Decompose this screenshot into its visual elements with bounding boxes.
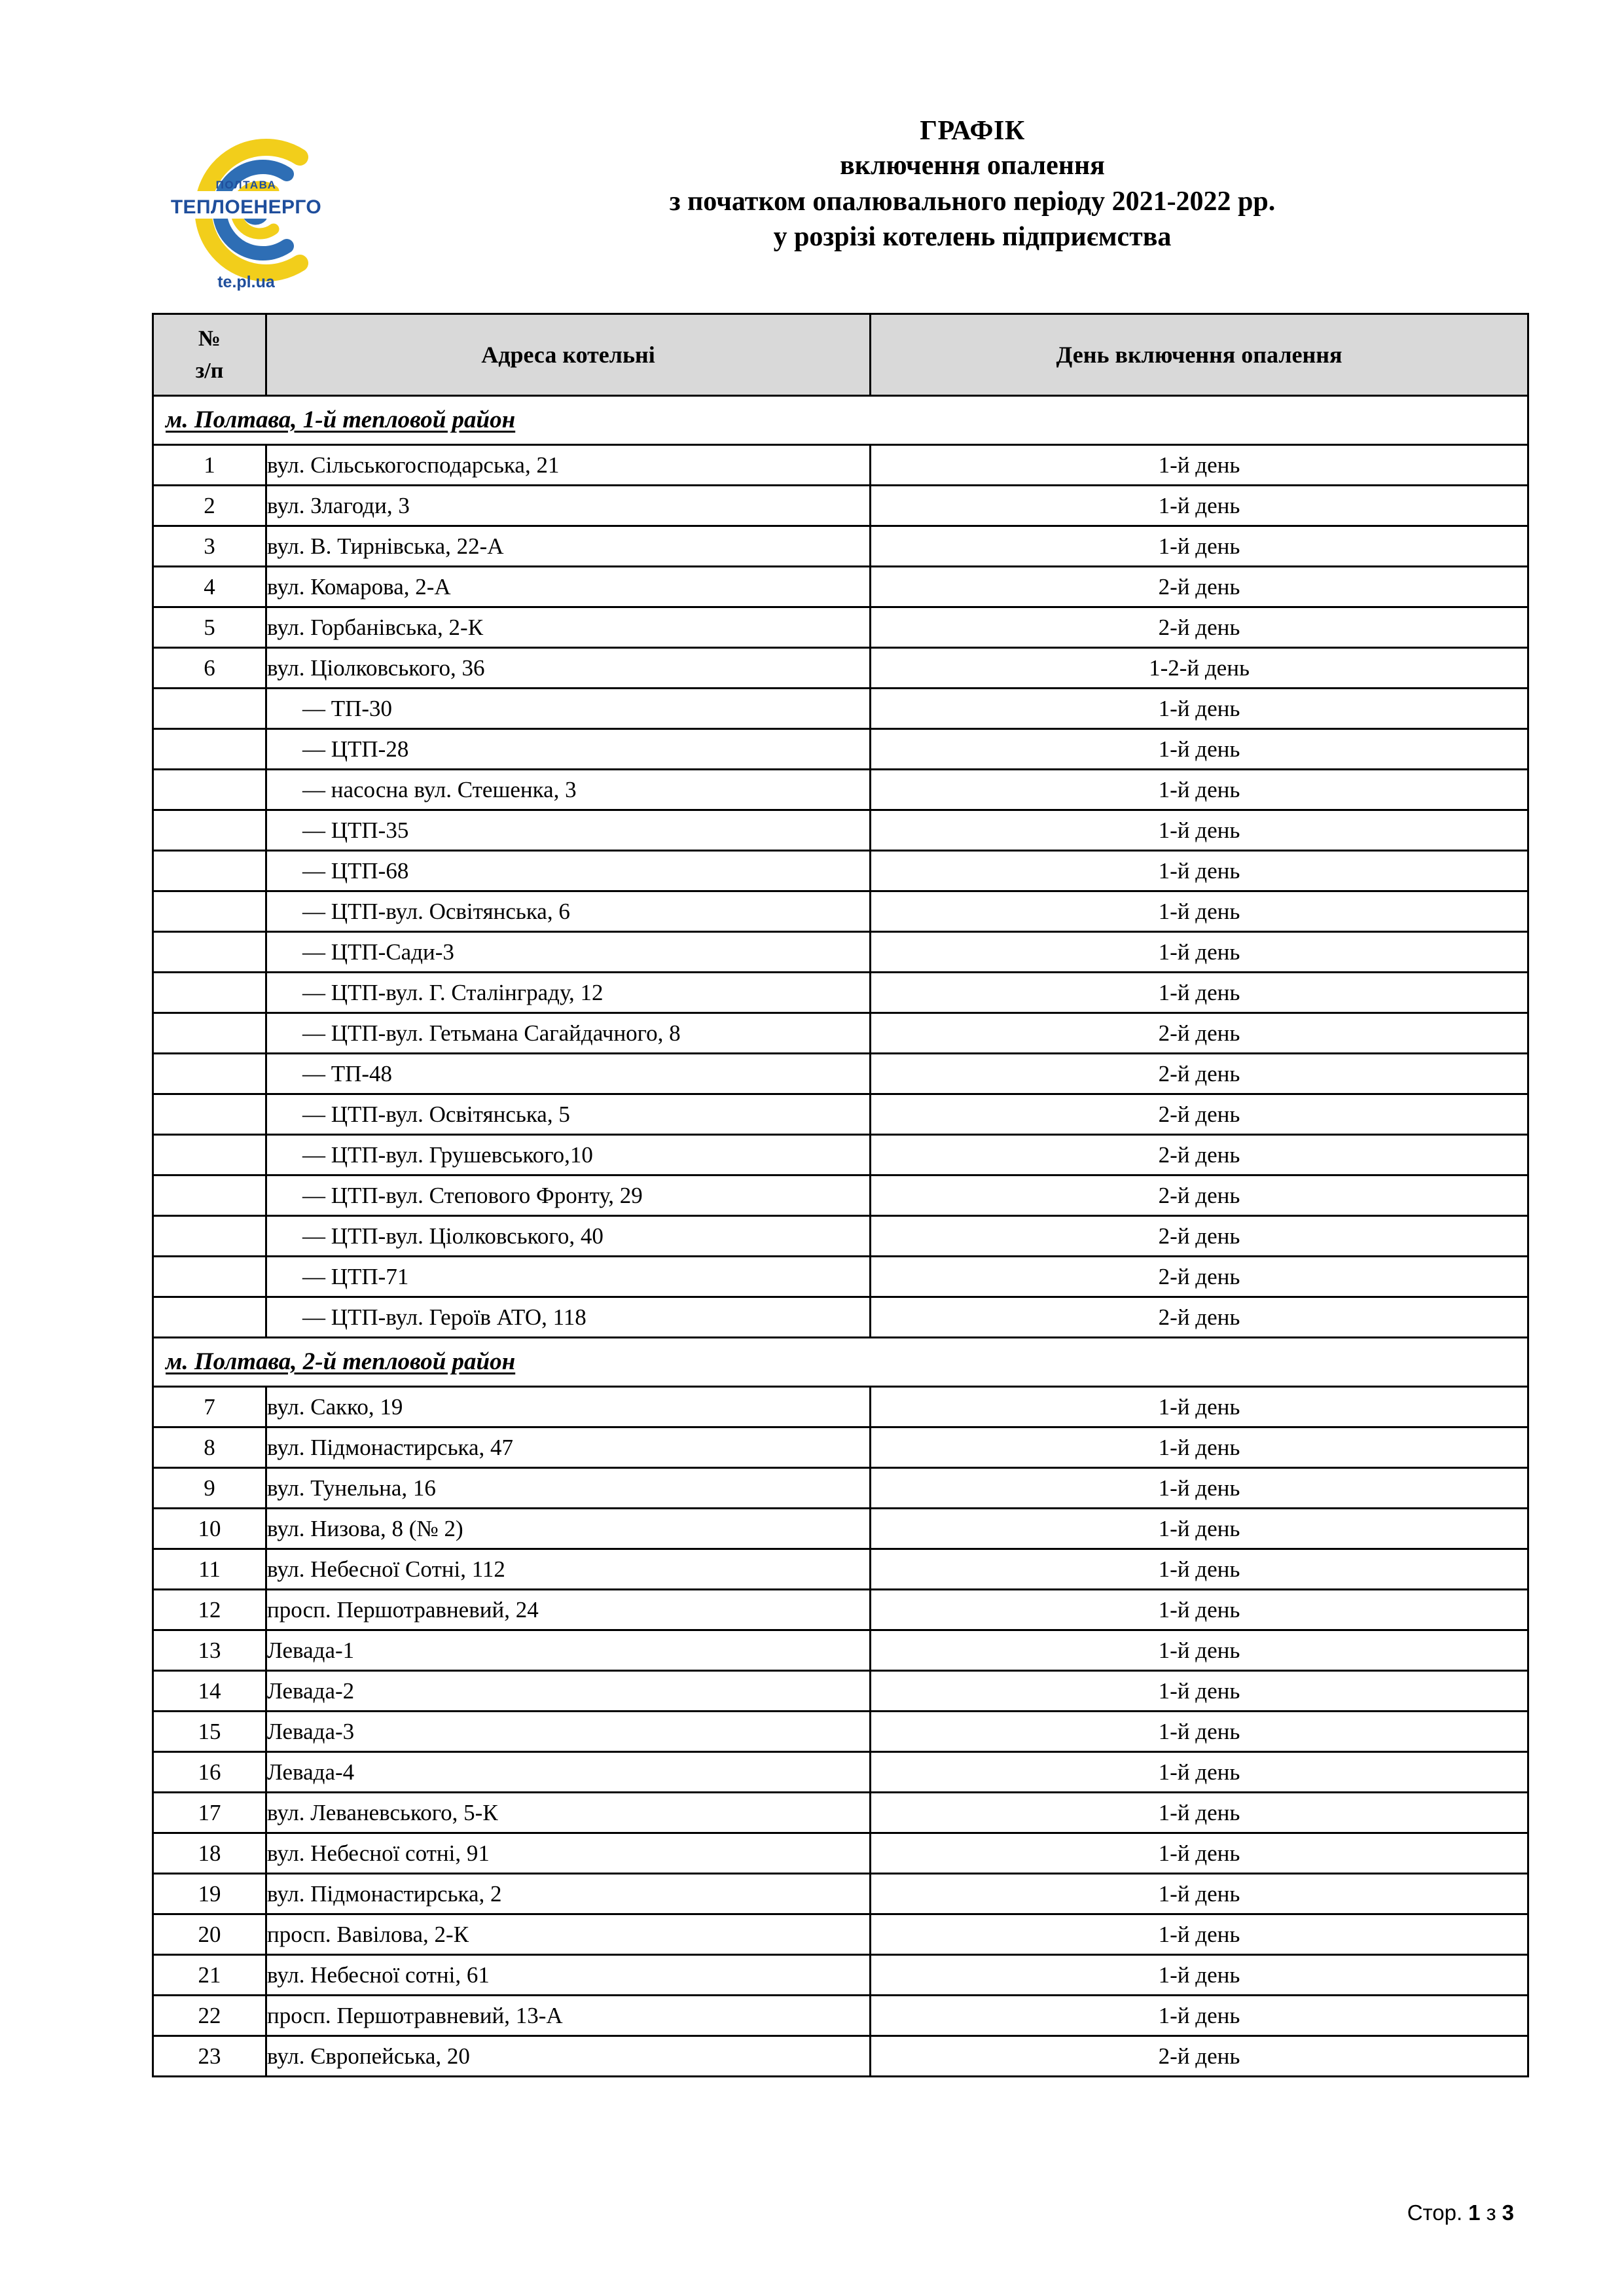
- row-number-cell: 22: [153, 1996, 266, 2036]
- column-header-address: Адреса котельні: [266, 314, 871, 396]
- section-header-row: [153, 396, 1528, 445]
- table-row: [153, 973, 1528, 1013]
- section-header-cell: [153, 1338, 1528, 1387]
- row-number-cell: 11: [153, 1549, 266, 1590]
- heating-start-day-cell: 2-й день: [871, 1094, 1528, 1135]
- title-line-2: включення опалення: [840, 151, 1105, 181]
- row-number-cell: [153, 689, 266, 729]
- row-number-cell: [153, 1054, 266, 1094]
- boiler-address-cell: вул. Злагоди, 3: [266, 486, 871, 526]
- row-number-cell: 8: [153, 1427, 266, 1468]
- row-number-cell: 15: [153, 1712, 266, 1752]
- logo-website: te.pl.ua: [217, 273, 275, 291]
- section-label: м. Полтава, 1-й тепловой район: [166, 406, 516, 433]
- row-number-cell: 13: [153, 1630, 266, 1671]
- table-row: [153, 891, 1528, 932]
- footer-current-page: 1: [1468, 2200, 1481, 2225]
- row-number-cell: [153, 1297, 266, 1338]
- page-title: [419, 115, 1526, 255]
- footer-prefix: Стор.: [1407, 2200, 1463, 2225]
- boiler-address-cell: вул. В. Тирнівська, 22-А: [266, 526, 871, 567]
- table-row: [153, 1793, 1528, 1833]
- title-line-4: у розрізі котелень підприємства: [773, 222, 1172, 253]
- boiler-address-cell: вул. Леваневського, 5-К: [266, 1793, 871, 1833]
- heating-start-day-cell: 2-й день: [871, 1216, 1528, 1257]
- heating-start-day-cell: 1-й день: [871, 851, 1528, 891]
- boiler-address-cell: вул. Низова, 8 (№ 2): [266, 1509, 871, 1549]
- page-footer: [1407, 2200, 1514, 2225]
- table-row: [153, 1427, 1528, 1468]
- table-row: [153, 1175, 1528, 1216]
- heating-start-day-cell: 2-й день: [871, 1257, 1528, 1297]
- boiler-address-cell: вул. Небесної сотні, 91: [266, 1833, 871, 1874]
- footer-total-pages: 3: [1502, 2200, 1514, 2225]
- row-number-cell: 16: [153, 1752, 266, 1793]
- heating-start-day-cell: 2-й день: [871, 1013, 1528, 1054]
- heating-start-day-cell: 2-й день: [871, 2036, 1528, 2077]
- boiler-sub-address-cell: — ЦТП-вул. Гетьмана Сагайдачного, 8: [266, 1013, 871, 1054]
- table-row: [153, 1996, 1528, 2036]
- table-row: [153, 1216, 1528, 1257]
- heating-start-day-cell: 1-й день: [871, 1955, 1528, 1996]
- heating-start-day-cell: 1-й день: [871, 729, 1528, 770]
- boiler-sub-address-cell: — ЦТП-вул. Освітянська, 6: [266, 891, 871, 932]
- table-row: [153, 1387, 1528, 1427]
- heating-start-day-cell: 2-й день: [871, 1054, 1528, 1094]
- heating-start-day-cell: 1-й день: [871, 1752, 1528, 1793]
- table-header-row: [153, 314, 1528, 396]
- row-number-cell: [153, 729, 266, 770]
- heating-start-day-cell: 1-й день: [871, 973, 1528, 1013]
- table-row: [153, 1752, 1528, 1793]
- table-row: [153, 648, 1528, 689]
- row-number-cell: [153, 1257, 266, 1297]
- table-row: [153, 1874, 1528, 1914]
- boiler-sub-address-cell: — ЦТП-35: [266, 810, 871, 851]
- heating-start-day-cell: 1-й день: [871, 1793, 1528, 1833]
- section-header-cell: [153, 396, 1528, 445]
- boiler-address-cell: Левада-1: [266, 1630, 871, 1671]
- boiler-sub-address-cell: — ЦТП-Сади-3: [266, 932, 871, 973]
- heating-start-day-cell: 1-й день: [871, 1833, 1528, 1874]
- boiler-sub-address-cell: — ТП-30: [266, 689, 871, 729]
- table-header: [153, 314, 1528, 396]
- row-number-cell: [153, 1135, 266, 1175]
- section-header-row: [153, 1338, 1528, 1387]
- boiler-sub-address-cell: — ТП-48: [266, 1054, 871, 1094]
- boiler-sub-address-cell: — ЦТП-вул. Степового Фронту, 29: [266, 1175, 871, 1216]
- row-number-cell: 10: [153, 1509, 266, 1549]
- row-number-cell: 1: [153, 445, 266, 486]
- heating-start-day-cell: 1-й день: [871, 526, 1528, 567]
- boiler-address-cell: вул. Горбанівська, 2-К: [266, 607, 871, 648]
- table-row: [153, 1590, 1528, 1630]
- heating-start-day-cell: 1-й день: [871, 770, 1528, 810]
- heating-schedule-table: [152, 313, 1529, 2077]
- row-number-cell: [153, 1094, 266, 1135]
- row-number-cell: [153, 851, 266, 891]
- row-number-cell: [153, 891, 266, 932]
- row-number-cell: [153, 810, 266, 851]
- heating-start-day-cell: 1-й день: [871, 689, 1528, 729]
- schedule-table-container: [152, 313, 1527, 2077]
- row-number-cell: [153, 973, 266, 1013]
- table-row: [153, 729, 1528, 770]
- poltava-teploenergo-logo: [165, 128, 327, 292]
- column-header-number-line1: №: [198, 326, 221, 351]
- boiler-address-cell: вул. Сакко, 19: [266, 1387, 871, 1427]
- table-row: [153, 1013, 1528, 1054]
- boiler-sub-address-cell: — ЦТП-71: [266, 1257, 871, 1297]
- table-row: [153, 1671, 1528, 1712]
- boiler-sub-address-cell: — ЦТП-68: [266, 851, 871, 891]
- table-row: [153, 1549, 1528, 1590]
- heating-start-day-cell: 1-й день: [871, 1712, 1528, 1752]
- boiler-address-cell: вул. Тунельна, 16: [266, 1468, 871, 1509]
- table-row: [153, 770, 1528, 810]
- row-number-cell: 6: [153, 648, 266, 689]
- title-line-1: ГРАФІК: [920, 116, 1025, 146]
- boiler-address-cell: вул. Підмонастирська, 2: [266, 1874, 871, 1914]
- heating-start-day-cell: 2-й день: [871, 1135, 1528, 1175]
- heating-start-day-cell: 1-й день: [871, 486, 1528, 526]
- table-row: [153, 526, 1528, 567]
- footer-separator: з: [1486, 2200, 1496, 2225]
- boiler-address-cell: вул. Підмонастирська, 47: [266, 1427, 871, 1468]
- heating-start-day-cell: 1-й день: [871, 1509, 1528, 1549]
- row-number-cell: 23: [153, 2036, 266, 2077]
- row-number-cell: 18: [153, 1833, 266, 1874]
- heating-start-day-cell: 1-й день: [871, 1468, 1528, 1509]
- table-row: [153, 486, 1528, 526]
- heating-start-day-cell: 2-й день: [871, 1175, 1528, 1216]
- boiler-address-cell: вул. Сільськогосподарська, 21: [266, 445, 871, 486]
- row-number-cell: 2: [153, 486, 266, 526]
- heating-start-day-cell: 1-й день: [871, 891, 1528, 932]
- boiler-sub-address-cell: — ЦТП-вул. Ціолковського, 40: [266, 1216, 871, 1257]
- table-row: [153, 1257, 1528, 1297]
- boiler-sub-address-cell: — насосна вул. Стешенка, 3: [266, 770, 871, 810]
- heating-start-day-cell: 1-й день: [871, 932, 1528, 973]
- boiler-address-cell: Левада-2: [266, 1671, 871, 1712]
- table-row: [153, 1297, 1528, 1338]
- heating-start-day-cell: 1-й день: [871, 445, 1528, 486]
- table-row: [153, 2036, 1528, 2077]
- table-row: [153, 1833, 1528, 1874]
- row-number-cell: 14: [153, 1671, 266, 1712]
- boiler-sub-address-cell: — ЦТП-вул. Освітянська, 5: [266, 1094, 871, 1135]
- boiler-address-cell: вул. Небесної Сотні, 112: [266, 1549, 871, 1590]
- heating-start-day-cell: 1-й день: [871, 1590, 1528, 1630]
- boiler-address-cell: вул. Небесної сотні, 61: [266, 1955, 871, 1996]
- boiler-address-cell: просп. Вавілова, 2-К: [266, 1914, 871, 1955]
- table-row: [153, 607, 1528, 648]
- row-number-cell: 19: [153, 1874, 266, 1914]
- row-number-cell: 4: [153, 567, 266, 607]
- heating-start-day-cell: 1-й день: [871, 1549, 1528, 1590]
- boiler-address-cell: вул. Ціолковського, 36: [266, 648, 871, 689]
- table-row: [153, 567, 1528, 607]
- table-row: [153, 445, 1528, 486]
- row-number-cell: [153, 1216, 266, 1257]
- boiler-sub-address-cell: — ЦТП-вул. Г. Сталінграду, 12: [266, 973, 871, 1013]
- table-row: [153, 851, 1528, 891]
- table-row: [153, 1054, 1528, 1094]
- heating-start-day-cell: 1-й день: [871, 1427, 1528, 1468]
- row-number-cell: 21: [153, 1955, 266, 1996]
- table-body: [153, 396, 1528, 2077]
- boiler-address-cell: просп. Першотравневий, 13-А: [266, 1996, 871, 2036]
- row-number-cell: [153, 932, 266, 973]
- table-row: [153, 1712, 1528, 1752]
- section-label: м. Полтава, 2-й тепловой район: [166, 1348, 516, 1375]
- boiler-address-cell: Левада-3: [266, 1712, 871, 1752]
- table-row: [153, 1914, 1528, 1955]
- title-line-3: з початком опалювального періоду 2021-2022 рр.: [669, 186, 1276, 217]
- row-number-cell: 20: [153, 1914, 266, 1955]
- boiler-address-cell: вул. Європейська, 20: [266, 2036, 871, 2077]
- row-number-cell: 5: [153, 607, 266, 648]
- heating-start-day-cell: 1-й день: [871, 1914, 1528, 1955]
- boiler-address-cell: вул. Комарова, 2-А: [266, 567, 871, 607]
- heating-start-day-cell: 1-й день: [871, 1630, 1528, 1671]
- row-number-cell: 9: [153, 1468, 266, 1509]
- row-number-cell: 17: [153, 1793, 266, 1833]
- table-row: [153, 1955, 1528, 1996]
- column-header-number-line2: з/п: [195, 359, 224, 383]
- boiler-sub-address-cell: — ЦТП-вул. Героїв АТО, 118: [266, 1297, 871, 1338]
- logo-brand-main: ТЕПЛОЕНЕРГО: [170, 196, 322, 218]
- row-number-cell: [153, 770, 266, 810]
- boiler-address-cell: Левада-4: [266, 1752, 871, 1793]
- document-header: [0, 0, 1624, 291]
- boiler-sub-address-cell: — ЦТП-28: [266, 729, 871, 770]
- heating-start-day-cell: 1-й день: [871, 1996, 1528, 2036]
- column-header-day: День включення опалення: [871, 314, 1528, 396]
- table-row: [153, 932, 1528, 973]
- table-row: [153, 1135, 1528, 1175]
- logo-brand-top: ПОЛТАВА: [215, 179, 277, 191]
- row-number-cell: [153, 1175, 266, 1216]
- table-row: [153, 810, 1528, 851]
- column-header-number: [153, 314, 266, 396]
- table-row: [153, 1094, 1528, 1135]
- heating-start-day-cell: 1-й день: [871, 1671, 1528, 1712]
- boiler-sub-address-cell: — ЦТП-вул. Грушевського,10: [266, 1135, 871, 1175]
- row-number-cell: 3: [153, 526, 266, 567]
- row-number-cell: [153, 1013, 266, 1054]
- table-row: [153, 1630, 1528, 1671]
- heating-start-day-cell: 1-й день: [871, 810, 1528, 851]
- row-number-cell: 12: [153, 1590, 266, 1630]
- heating-start-day-cell: 1-2-й день: [871, 648, 1528, 689]
- boiler-address-cell: просп. Першотравневий, 24: [266, 1590, 871, 1630]
- heating-start-day-cell: 1-й день: [871, 1387, 1528, 1427]
- row-number-cell: 7: [153, 1387, 266, 1427]
- table-row: [153, 689, 1528, 729]
- heating-start-day-cell: 2-й день: [871, 607, 1528, 648]
- table-row: [153, 1509, 1528, 1549]
- heating-start-day-cell: 2-й день: [871, 1297, 1528, 1338]
- heating-start-day-cell: 2-й день: [871, 567, 1528, 607]
- heating-start-day-cell: 1-й день: [871, 1874, 1528, 1914]
- table-row: [153, 1468, 1528, 1509]
